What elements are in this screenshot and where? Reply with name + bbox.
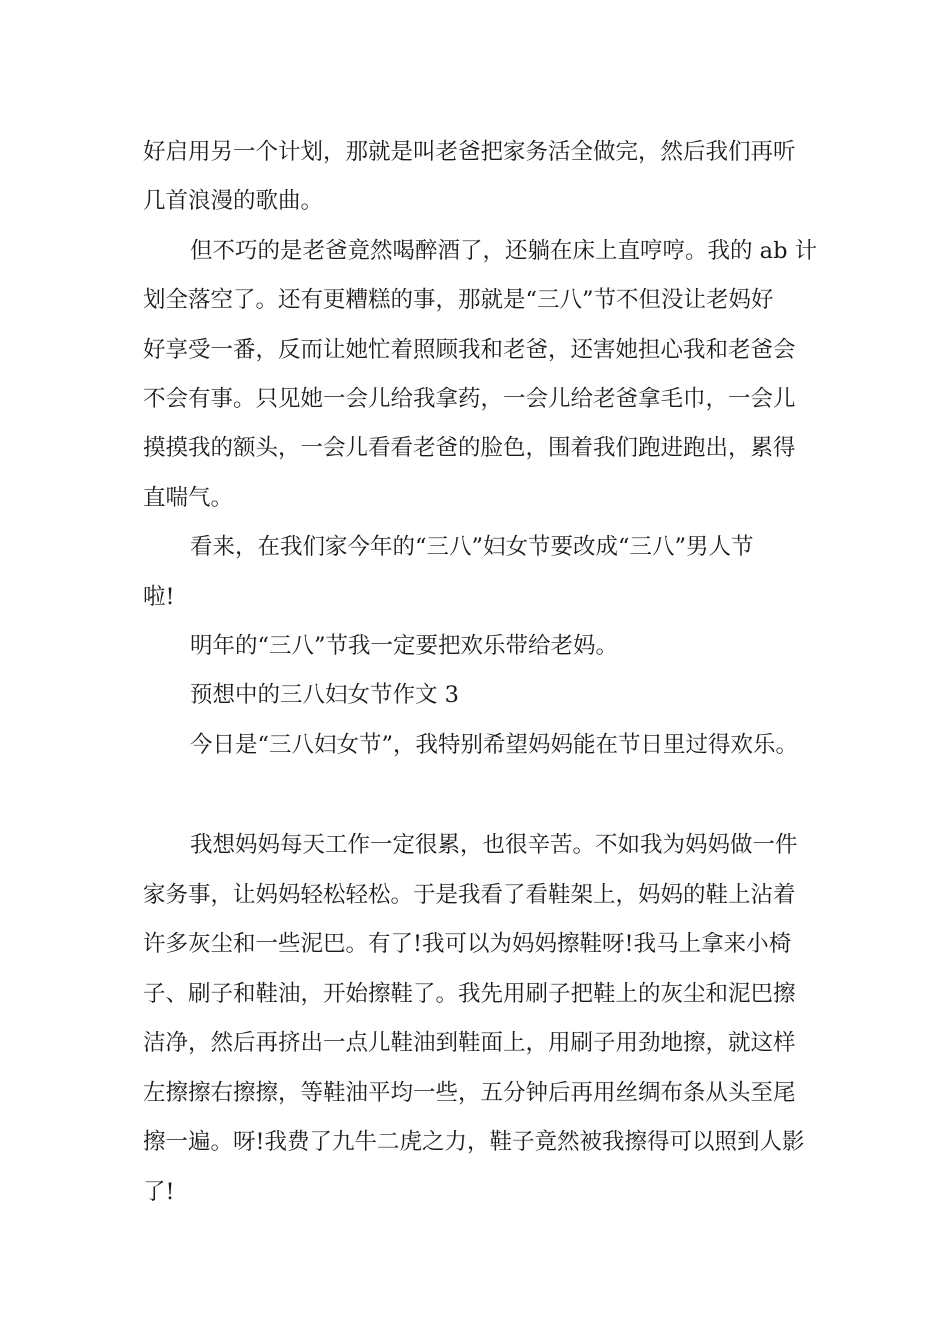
text-line: 好享受一番，反而让她忙着照顾我和老爸，还害她担心我和老爸会 [143,337,796,363]
text-line: 擦一遍。呀!我费了九牛二虎之力，鞋子竟然被我擦得可以照到人影 [143,1129,805,1155]
text-line: 子、刷子和鞋油，开始擦鞋了。我先用刷子把鞋上的灰尘和泥巴擦 [143,981,796,1007]
text-line: 左擦擦右擦擦，等鞋油平均一些，五分钟后再用丝绸布条从头至尾 [143,1080,796,1106]
text-line: 洁净，然后再挤出一点儿鞋油到鞋面上，用刷子用劲地擦，就这样 [143,1030,796,1056]
text-line: 了! [143,1179,175,1205]
text-line: 几首浪漫的歌曲。 [143,188,324,214]
text-line: 好启用另一个计划，那就是叫老爸把家务活全做完，然后我们再听 [143,139,796,165]
text-line: 啦! [143,584,175,610]
text-line: 家务事，让妈妈轻松轻松。于是我看了看鞋架上，妈妈的鞋上沾着 [143,882,796,908]
text-line: 直喘气。 [143,485,234,511]
text-line: 摸摸我的额头，一会儿看看老爸的脸色，围着我们跑进跑出，累得 [143,435,796,461]
paragraph-start-line: 看来，在我们家今年的“三八”妇女节要改成“三八”男人节 [190,534,754,560]
text-line: 许多灰尘和一些泥巴。有了!我可以为妈妈擦鞋呀!我马上拿来小椅 [143,931,792,957]
paragraph-start-line: 今日是“三八妇女节”，我特别希望妈妈能在节日里过得欢乐。 [190,732,799,758]
text-line: 不会有事。只见她一会儿给我拿药，一会儿给老爸拿毛巾，一会儿 [143,386,796,412]
paragraph-start-line: 但不巧的是老爸竟然喝醉酒了，还躺在床上直哼哼。我的 ab 计 [190,238,818,264]
text-line: 划全落空了。还有更糟糕的事，那就是“三八”节不但没让老妈好 [143,287,774,313]
paragraph-start-line: 我想妈妈每天工作一定很累，也很辛苦。不如我为妈妈做一件 [190,832,798,858]
paragraph-start-line: 明年的“三八”节我一定要把欢乐带给老妈。 [190,633,619,659]
section-title: 预想中的三八妇女节作文 3 [190,682,459,708]
